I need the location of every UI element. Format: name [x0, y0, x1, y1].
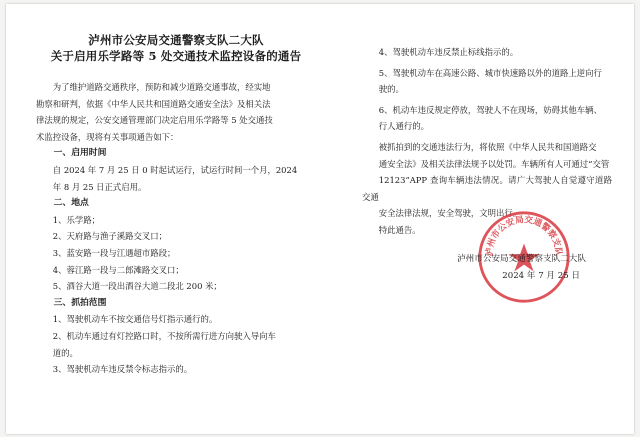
- notice-page: [6, 4, 634, 434]
- location-item-5: 5、酒谷大道一段出酒谷大道二段北 200 米；: [52, 281, 222, 292]
- section-time-line-2: 年 8 月 25 日正式启用。: [52, 181, 147, 192]
- closing-line-2: 通安全法》及相关法律法规予以处罚。车辆所有人可通过“交管: [378, 158, 610, 169]
- location-item-4: 4、蓉江路一段与二郎滩路交叉口；: [52, 264, 184, 275]
- scope-item-6-line-2: 行人通行的。: [378, 121, 430, 132]
- title-line-2: 关于启用乐学路等 5 处交通技术监控设备的通告: [50, 49, 302, 63]
- section-heading-scope: 三、抓拍范围: [53, 297, 107, 308]
- title-line-1: 泸州市公安局交通警察支队二大队: [88, 33, 264, 47]
- scope-item-5-line-2: 驶的。: [378, 84, 404, 95]
- section-time-line-1: 自 2024 年 7 月 25 日 0 时起试运行，试运行时间一个月，2024: [52, 164, 298, 175]
- signature-org: 泸州市公安局交通警察支队二大队: [457, 254, 586, 264]
- scope-item-6-line-1: 6、机动车违反规定停放，驾驶人不在现场，妨碍其他车辆、: [378, 104, 602, 115]
- scope-item-2-line-1: 2、机动车通过有灯控路口时，不按所需行进方向驶入导向车: [52, 330, 276, 341]
- closing-line-4: 安全法律法规，安全驾驶，文明出行。: [378, 208, 522, 219]
- closing-line-1: 被抓拍到的交通违法行为，将依照《中华人民共和国道路交: [378, 141, 597, 152]
- intro-line-3: 律法规的规定，公安交通管理部门决定启用乐学路等 5 处交通技: [36, 115, 273, 126]
- scope-item-5-line-1: 5、驾驶机动车在高速公路、城市快速路以外的道路上逆向行: [378, 67, 602, 78]
- location-item-1: 1、乐学路；: [52, 214, 100, 225]
- left-column: [36, 32, 316, 378]
- section-heading-location: 二、地点: [53, 198, 89, 209]
- closing-line-3: 12123”APP 查询车辆违法情况。请广大驾驶人自觉遵守道路交通: [362, 175, 612, 202]
- signature-date: 2024 年 7 月 25 日: [502, 271, 580, 281]
- svg-text:泸州市公安局交通警察支队: 泸州市公安局交通警察支队: [485, 215, 563, 257]
- special-notice: 特此通告。: [378, 224, 421, 235]
- intro-line-2: 勘察和研判，依据《中华人民共和国道路交通安全法》及相关法: [36, 98, 271, 109]
- signature-block: [452, 251, 586, 285]
- scope-item-4: 4、驾驶机动车违反禁止标线指示的。: [378, 47, 519, 57]
- location-item-3: 3、蓝安路一段与江遇超市路段；: [52, 247, 176, 258]
- scope-item-1: 1、驾驶机动车不按交通信号灯指示通行的。: [52, 314, 218, 325]
- scope-item-3: 3、驾驶机动车违反禁令标志指示的。: [52, 364, 193, 375]
- intro-line-4: 术监控设备，现将有关事项通告如下：: [36, 131, 179, 142]
- location-item-2: 2、天府路与渔子溪路交叉口；: [52, 231, 167, 242]
- scope-item-2-line-2: 道的。: [52, 347, 78, 358]
- intro-line-1: 为了维护道路交通秩序，预防和减少道路交通事故，经实地: [52, 82, 271, 92]
- section-heading-time: 一、启用时间: [53, 148, 107, 159]
